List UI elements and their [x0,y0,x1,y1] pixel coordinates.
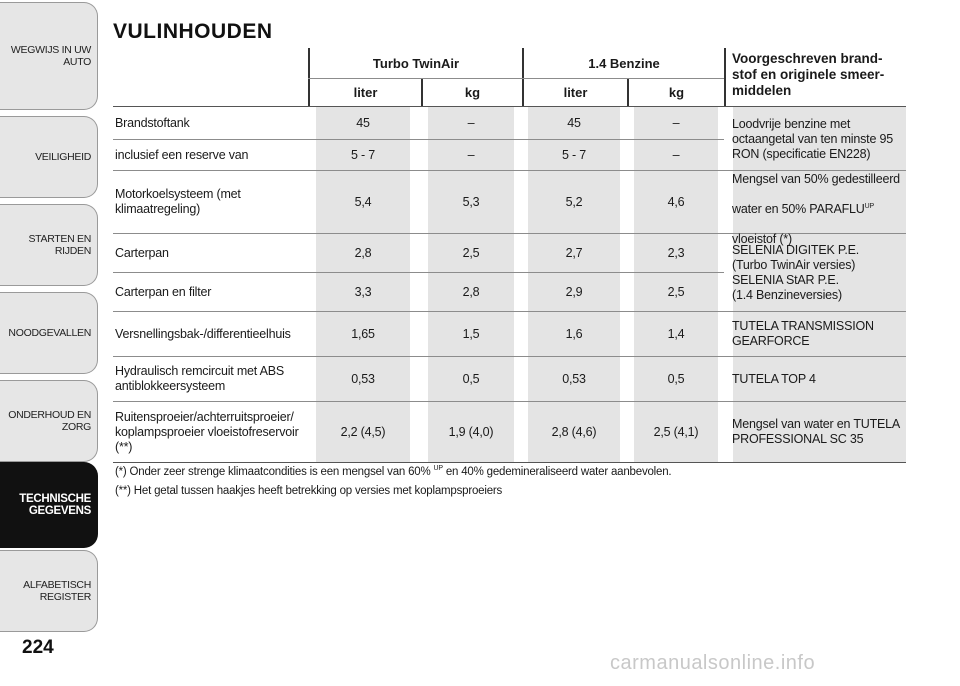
tab-noodgevallen[interactable]: NOODGEVALLEN [0,292,98,374]
subheader-kg: kg [668,84,685,100]
row-label: Hydraulisch remcircuit met ABS antiblokkeersysteem [115,364,285,393]
superscript: UP [433,465,443,473]
superscript: UP [864,202,874,210]
page-number: 224 [22,637,54,658]
tab-alfabetisch-register[interactable]: ALFABETISCH REGISTER [0,550,98,632]
row-label: Versnellingsbak-/differentieelhuis [115,326,291,341]
cell-value: 5 - 7 [350,147,375,162]
footnote-2: (**) Het getal tussen haakjes heeft betrekking op versies met koplampsproeiers [115,485,503,497]
cell-value: 2,5 [462,245,480,260]
tab-wegwijs[interactable]: WEGWIJS IN UW AUTO [0,2,98,110]
tab-veiligheid[interactable]: VEILIGHEID [0,116,98,198]
tab-onderhoud-en-zorg[interactable]: ONDERHOUD EN ZORG [0,380,98,462]
cell-value: 2,7 [565,245,583,260]
cell-value: 5 - 7 [561,147,586,162]
spec-fuel: Loodvrije benzine met octaangetal van ten minste 95 RON (specificatie EN228) [732,116,893,161]
header-specifications: Voorgeschreven brand- stof en originele smeer- middelen [732,51,885,98]
footnote-text: (*) Onder zeer strenge klimaatcondities is een mengsel van 60% [115,466,434,478]
header-turbo-twinair: Turbo TwinAir [372,55,460,71]
spec-engine-oil: SELENIA DIGITEK P.E. (Turbo TwinAir versies) SELENIA StAR P.E. (1.4 Benzineversies) [732,242,860,302]
cell-value: 4,6 [667,194,685,209]
cell-value: 2,9 [565,284,583,299]
cell-value: 5,2 [565,194,583,209]
cell-value: – [672,115,680,130]
spec-washer: Mengsel van water en TUTELA PROFESSIONAL SC 35 [732,417,901,446]
cell-value: 45 [567,115,581,130]
row-label: Carterpan [115,245,169,260]
row-rule [113,106,906,107]
cell-value: 45 [356,115,370,130]
cell-value: 0,53 [562,371,586,386]
tab-starten-en-rijden[interactable]: STARTEN EN RIJDEN [0,204,98,286]
cell-value: 1,5 [462,326,480,341]
spec-transmission: TUTELA TRANSMISSION GEARFORCE [732,319,874,348]
cell-value: 1,65 [351,326,375,341]
cell-value: – [467,147,475,162]
chapter-sidebar [0,0,100,640]
cell-value: 2,5 [667,284,685,299]
cell-value: 2,8 (4,6) [551,424,597,439]
subheader-liter: liter [563,84,588,100]
spec-coolant [726,171,906,246]
spec-brake: TUTELA TOP 4 [732,371,816,386]
cell-value: 0,5 [462,371,480,386]
subheader-liter: liter [353,84,378,100]
cell-value: – [672,147,680,162]
footnote-text: en 40% gedemineraliseerd water aanbevolen. [442,466,672,478]
row-label: Ruitensproeier/achterruitsproeier/ koplampsproeier vloeistofreservoir (**) [115,409,299,454]
row-label: Carterpan en filter [115,284,212,299]
page-title: VULINHOUDEN [113,20,273,43]
cell-value: 2,8 [462,284,480,299]
cell-value: 0,5 [667,371,685,386]
spec-coolant-line: vloeistof (*) [732,232,792,246]
row-rule [113,462,906,463]
subheader-kg: kg [464,84,481,100]
cell-value: 0,53 [351,371,375,386]
row-label: inclusief een reserve van [115,147,249,162]
cell-value: 1,6 [565,326,583,341]
cell-value: 2,3 [667,245,685,260]
row-label: Motorkoelsysteem (met klimaatregeling) [115,187,241,216]
cell-value: – [467,115,475,130]
footnote-1 [115,466,671,478]
row-label: Brandstoftank [115,115,190,130]
spec-coolant-line: Mengsel van 50% gedestilleerd [732,172,900,186]
cell-value: 2,8 [354,245,372,260]
cell-value: 5,3 [462,194,480,209]
cell-value: 2,2 (4,5) [340,424,386,439]
spec-coolant-line: water en 50% PARAFLU [732,202,865,216]
watermark-text: carmanualsonline.info [610,652,816,674]
cell-value: 1,4 [667,326,685,341]
cell-value: 5,4 [354,194,372,209]
cell-value: 3,3 [354,284,372,299]
cell-value: 2,5 (4,1) [653,424,699,439]
capacities-table [113,48,906,463]
cell-value: 1,9 (4,0) [448,424,494,439]
header-14-benzine: 1.4 Benzine [588,55,660,71]
tab-technische-gegevens[interactable]: TECHNISCHE GEGEVENS [0,462,98,548]
